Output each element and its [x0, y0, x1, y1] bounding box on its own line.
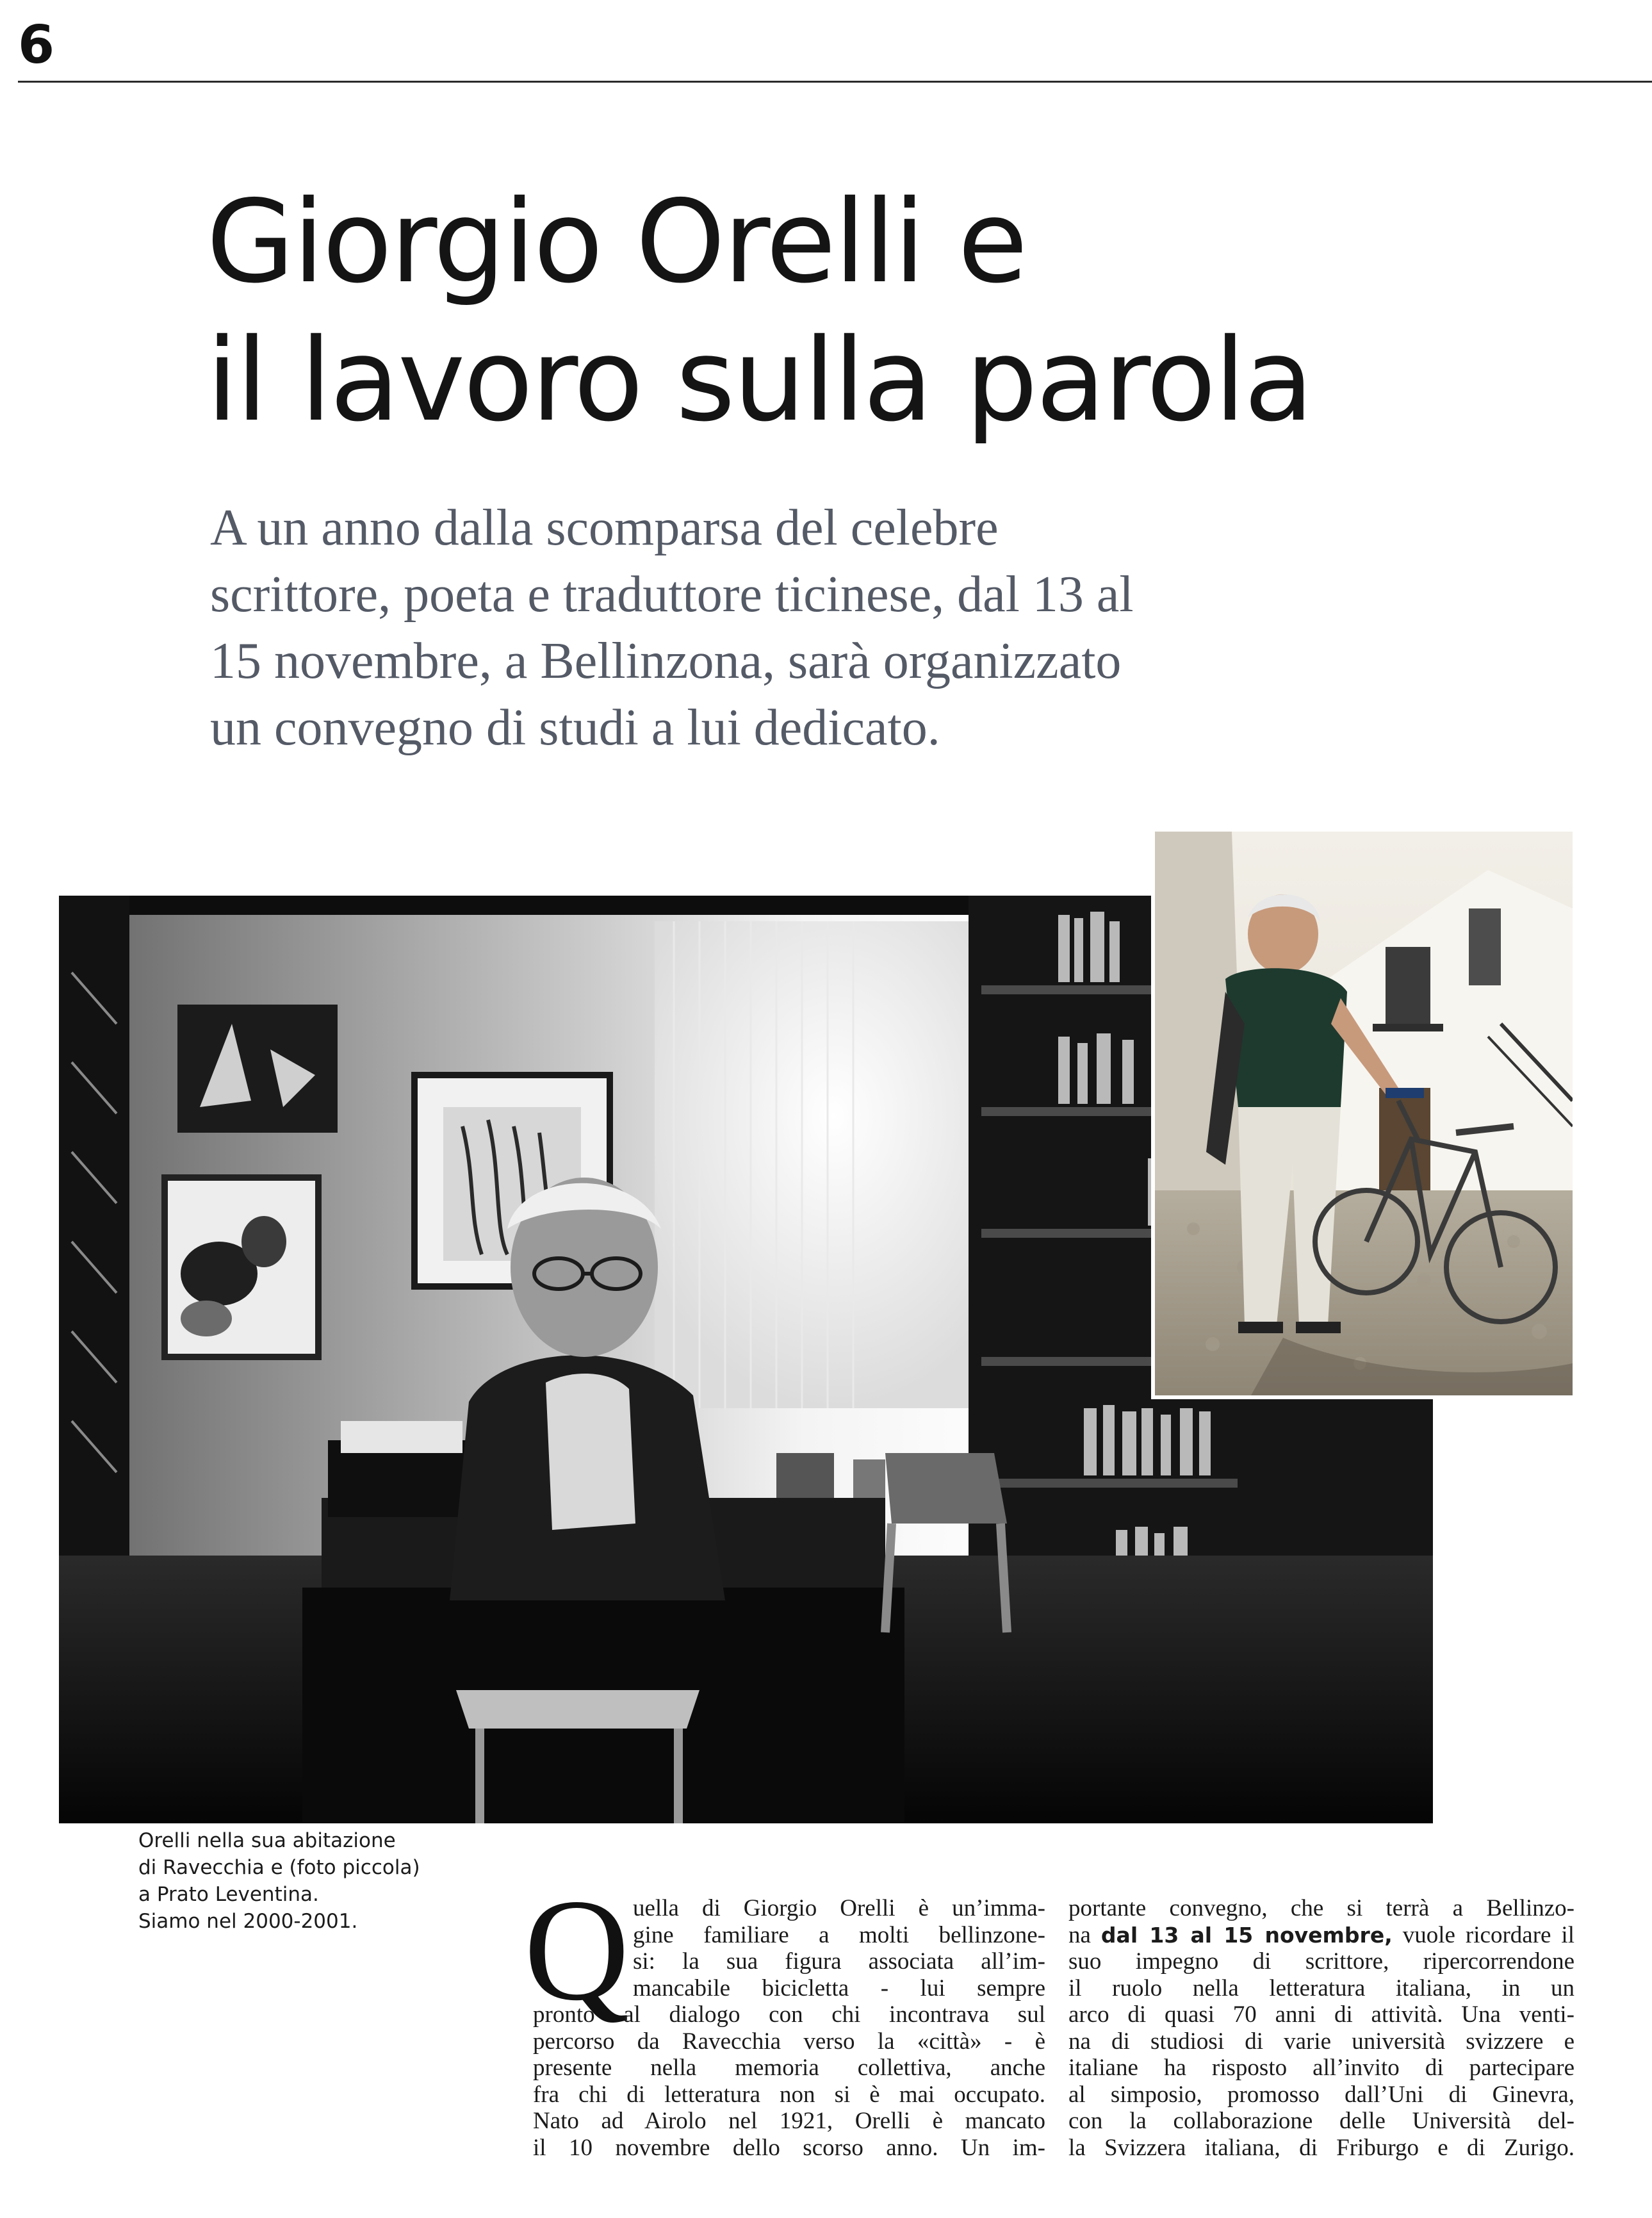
article-line: gine familiare a molti bellinzone-: [633, 1921, 1045, 1948]
headline-line: Giorgio Orelli e: [206, 176, 1026, 308]
article-line: con la collaborazione delle Università del-: [1068, 2108, 1574, 2134]
header-rule: [18, 81, 1652, 83]
article-line: la Svizzera italiana, di Friburgo e di Zurigo.: [1068, 2134, 1574, 2161]
article-text: na: [1068, 1921, 1101, 1948]
headline-line: il lavoro sulla parola: [206, 314, 1312, 447]
subhead-line: 15 novembre, a Bellinzona, sarà organizzato: [210, 633, 1122, 689]
caption-line: di Ravecchia e (foto piccola): [138, 1856, 420, 1879]
caption-line: Orelli nella sua abitazione: [138, 1829, 396, 1852]
article-line: al simposio, promosso dall’Uni di Ginevra,: [1068, 2081, 1574, 2108]
article-line: il 10 novembre dello scorso anno. Un im-: [533, 2134, 1045, 2161]
small-photo-orelli-bicycle: [1151, 828, 1576, 1399]
caption-line: a Prato Leventina.: [138, 1883, 319, 1906]
drop-cap: Q: [524, 1869, 630, 2031]
article-line: italiane ha risposto all’invito di partecipare: [1068, 2055, 1574, 2081]
article-line: portante convegno, che si terrà a Bellinzo-: [1068, 1895, 1574, 1921]
article-line: presente nella memoria collettiva, anche: [533, 2055, 1045, 2081]
article-line: percorso da Ravecchia verso la «città» - è: [533, 2028, 1045, 2055]
article-line: fra chi di letteratura non si è mai occupato.: [533, 2081, 1045, 2108]
article-text: vuole ricordare il: [1392, 1921, 1574, 1948]
article-line: mancabile bicicletta - lui sempre: [633, 1975, 1045, 2001]
subhead-line: A un anno dalla scomparsa del celebre: [210, 500, 999, 556]
photo-caption: [138, 1827, 484, 1935]
article-line: Nato ad Airolo nel 1921, Orelli è mancato: [533, 2108, 1045, 2134]
subheadline: [210, 495, 1337, 761]
article-column-1: [533, 1895, 1045, 2161]
article-line: si: la sua figura associata all’im-: [633, 1948, 1045, 1975]
article-line: arco di quasi 70 anni di attività. Una venti-: [1068, 2001, 1574, 2028]
article-line: pronto al dialogo con chi incontrava sul: [533, 2001, 1045, 2028]
page-number: 6: [18, 15, 55, 76]
article-line: uella di Giorgio Orelli è un’imma-: [633, 1895, 1045, 1921]
article-column-2: [1068, 1895, 1574, 2161]
article-line: suo impegno di scrittore, ripercorrendone: [1068, 1948, 1574, 1975]
article-line: na di studiosi di varie università svizzere e: [1068, 2028, 1574, 2055]
subhead-line: un convegno di studi a lui dedicato.: [210, 700, 940, 756]
headline: [206, 173, 1423, 450]
subhead-line: scrittore, poeta e traduttore ticinese, dal 13 al: [210, 566, 1134, 623]
event-dates: dal 13 al 15 novembre,: [1100, 1922, 1393, 1948]
article-line: [1068, 1922, 1574, 1949]
article-line: il ruolo nella letteratura italiana, in un: [1068, 1975, 1574, 2001]
caption-line: Siamo nel 2000-2001.: [138, 1910, 358, 1933]
